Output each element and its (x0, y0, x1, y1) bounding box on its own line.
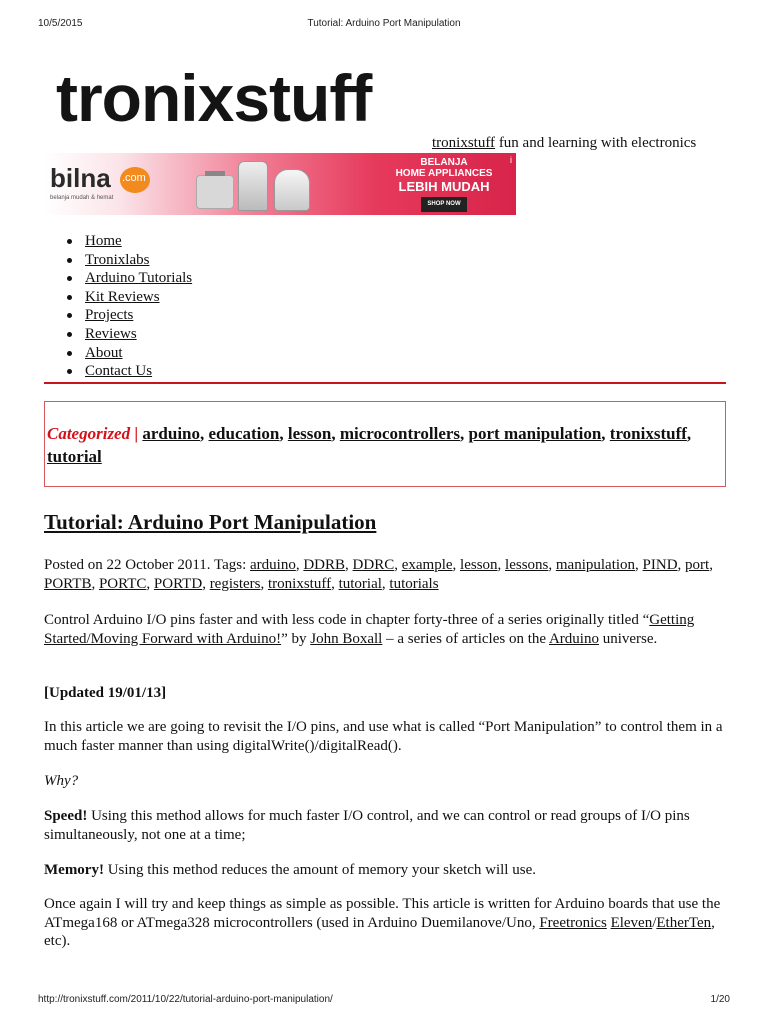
intro-text: – a series of articles on the (382, 630, 549, 647)
why-heading: Why? (44, 773, 79, 789)
nav-item-home[interactable]: Home (65, 232, 192, 251)
nav-item-kit-reviews[interactable]: Kit Reviews (65, 288, 192, 307)
post-meta: Posted on 22 October 2011. Tags: arduino, DDRB, DDRC, example, lesson, lessons, manipulation, PIND, port, PORTB, PORTC, PORTD, registers, tronixstuff, tutorial, tutorials (44, 557, 713, 592)
article-title-link[interactable]: Tutorial: Arduino Port Manipulation (44, 510, 377, 534)
banner-appliances-image (192, 159, 322, 213)
memory-text: Using this method reduces the amount of memory your sketch will use. (103, 862, 536, 878)
intro-text: universe. (598, 630, 658, 647)
category-link[interactable]: lesson (287, 424, 332, 443)
boards-paragraph: Once again I will try and keep things as simple as possible. This article is written for Arduino boards that use the ATmega168 or ATmega328 microcontrollers (used in Arduino Duemilanove/Uno, Freetronics Eleven/EtherTen, etc). (44, 896, 721, 949)
eleven-link[interactable]: Eleven (610, 914, 653, 931)
series-link[interactable]: Getting Started/Moving Forward with Arduino! (44, 612, 695, 647)
author-link[interactable]: John Boxall (310, 630, 383, 647)
red-divider (44, 382, 726, 384)
ad-banner[interactable] (44, 153, 516, 215)
category-link[interactable]: port manipulation (468, 424, 602, 443)
tag-link[interactable]: registers (209, 575, 261, 592)
intro-text: ” by (281, 630, 311, 647)
tag-link[interactable]: PORTB (44, 575, 92, 592)
categories-label: Categorized (47, 424, 131, 443)
paragraph: In this article we are going to revisit the I/O pins, and use what is called “Port Manipulation” to control them in a much faster manner than using digitalWrite()/digitalRead(). (44, 719, 723, 754)
category-link[interactable]: microcontrollers (339, 424, 461, 443)
tag-link[interactable]: arduino (250, 557, 296, 573)
banner-brand-name: bilna (50, 163, 111, 193)
banner-brand-suffix: .com (122, 172, 146, 184)
tagline-text: fun and learning with electronics (495, 135, 697, 151)
banner-line2: HOME APPLIANCES (395, 168, 493, 179)
speed-paragraph (44, 807, 726, 844)
intro-paragraph (44, 611, 726, 648)
nav-item-projects[interactable]: Projects (65, 306, 192, 325)
tag-link[interactable]: tutorial (338, 575, 382, 592)
print-title: Tutorial: Arduino Port Manipulation (307, 18, 461, 29)
page-content (44, 52, 726, 949)
nav-item-about[interactable]: About (65, 344, 192, 363)
tag-link[interactable]: DDRC (352, 557, 395, 573)
print-header (38, 18, 730, 32)
nav-item-contact-us[interactable]: Contact Us (65, 362, 192, 381)
memory-label: Memory! (44, 862, 104, 878)
nav-item-arduino-tutorials[interactable]: Arduino Tutorials (65, 269, 192, 288)
posted-date: Posted on 22 October 2011. Tags: (44, 557, 251, 573)
boards-text: Once again I will try and keep things as simple as possible. This article is written for Arduino boards that use the ATmega168 or ATmega328 microcontrollers (used in Arduino Duemilanove/Uno, (44, 896, 721, 931)
intro-text: Control Arduino I/O pins faster and with less code in chapter forty-three of a series originally titled “ (44, 612, 650, 628)
article (44, 509, 726, 949)
arduino-link[interactable]: Arduino (548, 630, 599, 647)
tagline-link[interactable]: tronixstuff (432, 135, 496, 151)
categories-box (44, 401, 726, 487)
etherten-link[interactable]: EtherTen (656, 914, 712, 931)
tag-link[interactable]: PORTC (98, 575, 147, 592)
print-footer (38, 994, 730, 1008)
tag-link[interactable]: DDRB (303, 557, 346, 573)
print-url: http://tronixstuff.com/2011/10/22/tutorial-arduino-port-manipulation/ (38, 994, 333, 1005)
speed-label: Speed! (44, 808, 88, 824)
banner-cta (394, 157, 494, 212)
tag-link[interactable]: tronixstuff (268, 575, 332, 592)
tag-link[interactable]: port (685, 557, 710, 573)
toaster-icon (196, 175, 234, 209)
categories-separator: | (130, 424, 143, 443)
tag-link[interactable]: PORTD (153, 575, 203, 592)
tag-link[interactable]: lesson (460, 557, 498, 573)
blender-icon (238, 161, 268, 211)
main-nav (65, 232, 192, 381)
article-title (44, 509, 726, 535)
tag-link[interactable]: example (401, 557, 453, 573)
category-link[interactable]: education (208, 424, 280, 443)
tag-link[interactable]: PIND (642, 557, 678, 573)
category-link[interactable]: tutorial (47, 447, 102, 466)
banner-brand-sub: belanja mudah & hemat (50, 195, 114, 201)
site-tagline (432, 135, 696, 152)
banner-line1: BELANJA (420, 157, 468, 168)
category-link[interactable]: tronixstuff (609, 424, 687, 443)
ad-info-icon[interactable]: i (510, 155, 512, 165)
tag-link[interactable]: lessons (505, 557, 549, 573)
category-link[interactable]: arduino (142, 424, 200, 443)
tag-link[interactable]: manipulation (555, 557, 636, 573)
banner-line3: LEBIH MUDAH (398, 179, 490, 194)
memory-paragraph (44, 861, 726, 880)
site-header (44, 52, 726, 151)
nav-item-tronixlabs[interactable]: Tronixlabs (65, 251, 192, 270)
updated-note: [Updated 19/01/13] (44, 685, 167, 701)
banner-brand (50, 163, 170, 207)
nav-item-reviews[interactable]: Reviews (65, 325, 192, 344)
tag-link[interactable]: tutorials (389, 575, 439, 592)
speed-text: Using this method allows for much faster I/O control, and we can control or read groups of I/O pins simultaneously, not one at a time; (44, 808, 690, 843)
freetronics-link[interactable]: Freetronics (539, 914, 607, 931)
boards-text: , etc). (44, 914, 715, 949)
categories-text: Categorized | arduino, education, lesson, microcontrollers, port manipulation, tronixstuff, tutorial (47, 424, 692, 466)
site-logo[interactable]: tronixstuff (56, 61, 372, 135)
print-date: 10/5/2015 (38, 18, 83, 29)
banner-shop-button[interactable]: SHOP NOW (421, 197, 466, 212)
mixer-icon (274, 169, 310, 211)
print-page-number: 1/20 (710, 994, 730, 1005)
